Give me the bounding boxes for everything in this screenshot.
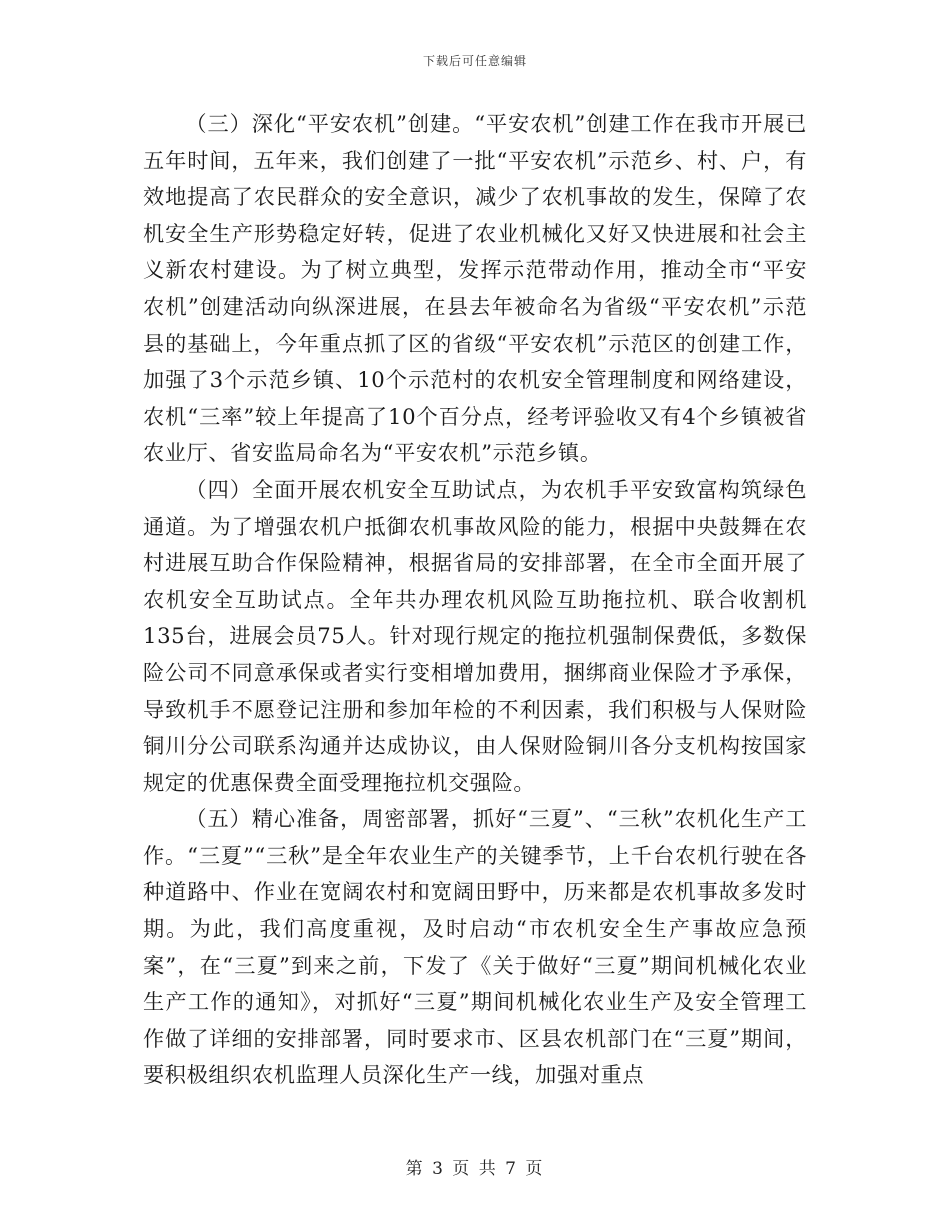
page-number: 第 3 页 共 7 页 (405, 1159, 545, 1179)
paragraph-section-5: （五）精心准备，周密部署，抓好“三夏”、“三秋”农机化生产工作。“三夏”“三秋”是全年农业生产的关键季节，上千台农机行驶在各种道路中、作业在宽阔农村和宽阔田野中，历来都是农机事故多发时期。为此，我们高度重视，及时启动“市农机安全生产事故应急预案”，在“三夏”到来之前，下发了《关于做好“三夏”期间机械化农业生产工作的通知》，对抓好“三夏”期间机械化农业生产及安全管理工作做了详细的安排部署，同时要求市、区县农机部门在“三夏”期间，要积极组织农机监理人员深化生产一线，加强对重点 (143, 806, 807, 1088)
page-header-note: 下载后可任意编辑 (422, 54, 527, 68)
paragraph-section-3: （三）深化“平安农机”创建。“平安农机”创建工作在我市开展已五年时间，五年来，我们创建了一批“平安农机”示范乡、村、户，有效地提高了农民群众的安全意识，减少了农机事故的发生，保障了农机安全生产形势稳定好转，促进了农业机械化又好又快进展和社会主义新农村建设。为了树立典型，发挥示范带动作用，推动全市“平安农机”创建活动向纵深进展，在县去年被命名为省级“平安农机”示范县的基础上，今年重点抓了区的省级“平安农机”示范区的创建工作，加强了3个示范乡镇、10个示范村的农机安全管理制度和网络建设，农机“三率”较上年提高了10个百分点，经考评验收又有4个乡镇被省农业厅、省安监局命名为“平安农机”示范乡镇。 (143, 111, 807, 466)
paragraph-section-4: （四）全面开展农机安全互助试点，为农机手平安致富构筑绿色通道。为了增强农机户抵御农机事故风险的能力，根据中央鼓舞在农村进展互助合作保险精神，根据省局的安排部署，在全市全面开展了农机安全互助试点。全年共办理农机风险互助拖拉机、联合收割机135台，进展会员75人。针对现行规定的拖拉机强制保费低，多数保险公司不同意承保或者实行变相增加费用，捆绑商业保险才予承保，导致机手不愿登记注册和参加年检的不利因素，我们积极与人保财险铜川分公司联系沟通并达成协议，由人保财险铜川各分支机构按国家规定的优惠保费全面受理拖拉机交强险。 (143, 476, 807, 795)
document-body (143, 106, 807, 1094)
